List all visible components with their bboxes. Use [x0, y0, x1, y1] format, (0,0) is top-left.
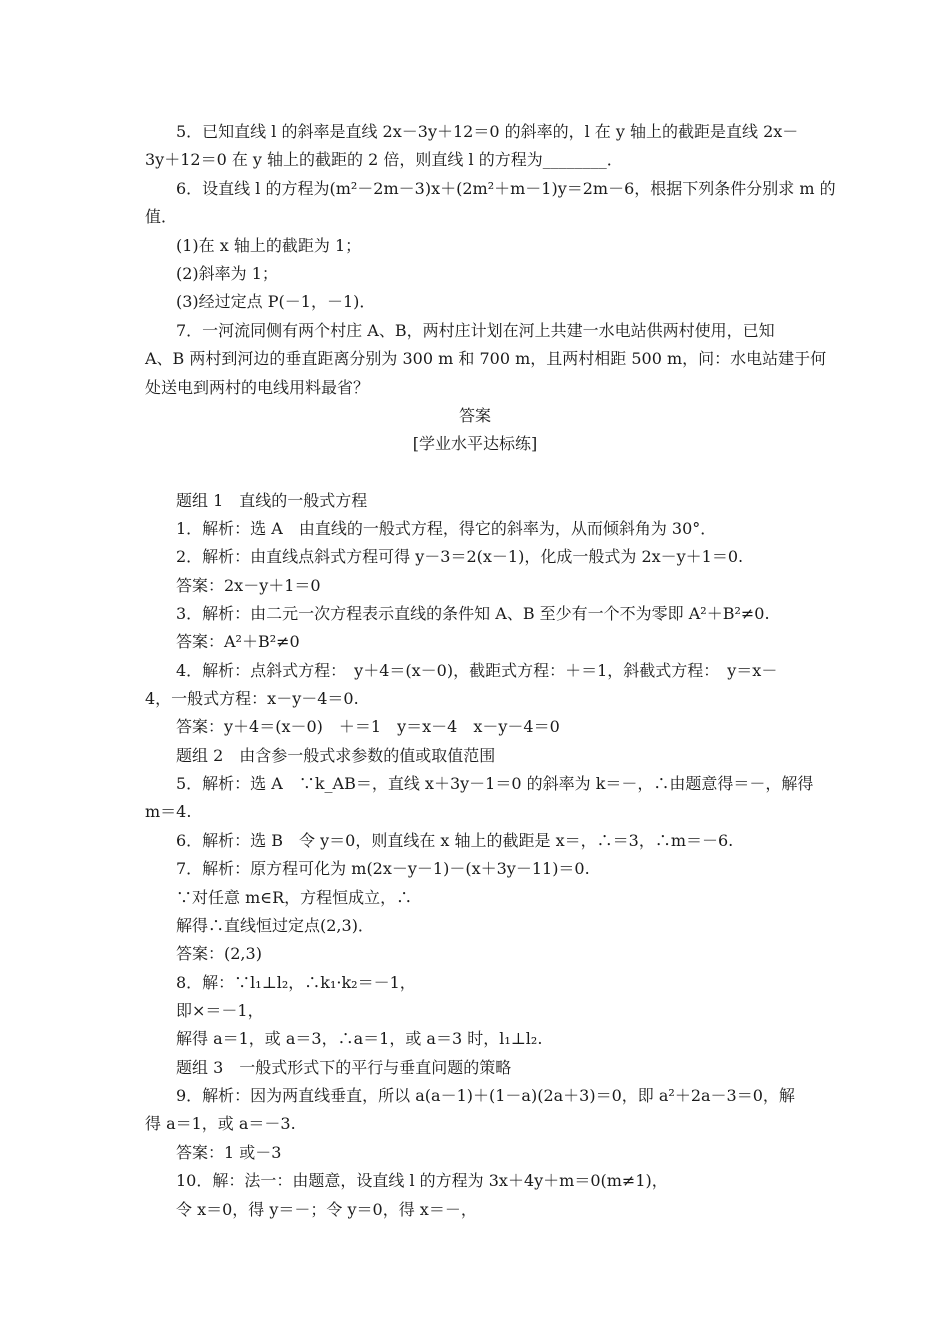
answer-10-line-2: 令 x＝0，得 y＝－；令 y＝0，得 x＝－，: [176, 1200, 477, 1219]
exercise-7-line-3: 处送电到两村的电线用料最省？: [145, 378, 370, 397]
answer-8-line-1: 8．解：∵l₁⊥l₂，∴k₁·k₂＝－1，: [176, 973, 416, 992]
answer-10-line-1: 10．解：法一：由题意，设直线 l 的方程为 3x＋4y＋m＝0(m≠1)，: [176, 1171, 668, 1190]
exercise-6-line-1: 6．设直线 l 的方程为(m²－2m－3)x＋(2m²＋m－1)y＝2m－6，根据下列条件分别求 m 的: [176, 179, 836, 198]
group-1-heading: 题组 1 直线的一般式方程: [176, 491, 368, 510]
exercise-5-line-2: 3y＋12＝0 在 y 轴上的截距的 2 倍，则直线 l 的方程为________．: [145, 150, 623, 169]
exercise-6-part-2: (2)斜率为 1；: [176, 264, 278, 283]
answer-9-result: 答案：1 或－3: [176, 1143, 282, 1162]
group-3-heading: 题组 3 一般式形式下的平行与垂直问题的策略: [176, 1058, 512, 1077]
answer-5-line-1: 5．解析：选 A ∵k_AB＝，直线 x＋3y－1＝0 的斜率为 k＝－，∴由题意得＝－，解得: [176, 774, 814, 793]
exercise-7-line-1: 7．一河流同侧有两个村庄 A、B，两村庄计划在河上共建一水电站供两村使用，已知: [176, 321, 775, 340]
exercise-6-part-1: (1)在 x 轴上的截距为 1；: [176, 236, 362, 255]
answer-7-result: 答案：(2,3): [176, 944, 262, 963]
answer-7-line-3: 解得∴直线恒过定点(2,3)．: [176, 916, 374, 935]
answer-subtitle: [学业水平达标练]: [412, 434, 538, 453]
answer-2-result: 答案：2x－y＋1＝0: [176, 576, 321, 595]
answer-3: 3．解析：由二元一次方程表示直线的条件知 A、B 至少有一个不为零即 A²＋B²≠0.: [176, 604, 770, 623]
answer-6: 6．解析：选 B 令 y＝0，则直线在 x 轴上的截距是 x＝，∴＝3，∴m＝－6.: [176, 831, 734, 850]
answer-4-line-1: 4．解析：点斜式方程： y＋4＝(x－0)，截距式方程：＋＝1，斜截式方程： y＝x－: [176, 661, 778, 680]
exercise-5-line-1: 5．已知直线 l 的斜率是直线 2x－3y＋12＝0 的斜率的，l 在 y 轴上的截距是直线 2x－: [176, 122, 799, 141]
answer-4-result: 答案：y＋4＝(x－0) ＋＝1 y＝x－4 x－y－4＝0: [176, 717, 560, 736]
answer-4-line-2: 4，一般式方程：x－y－4＝0.: [145, 689, 359, 708]
answer-8-line-2: 即×＝－1，: [176, 1001, 264, 1020]
exercise-7-line-2: A、B 两村到河边的垂直距离分别为 300 m 和 700 m，且两村相距 500 m，问：水电站建于何: [145, 349, 827, 368]
exercise-6-part-3: (3)经过定点 P(－1，－1)．: [176, 292, 376, 311]
answer-7-line-2: ∵对任意 m∈R，方程恒成立，∴: [176, 888, 413, 907]
answer-title: 答案: [458, 406, 491, 425]
group-2-heading: 题组 2 由含参一般式求参数的值或取值范围: [176, 746, 496, 765]
answer-9-line-1: 9．解析：因为两直线垂直，所以 a(a－1)＋(1－a)(2a＋3)＝0，即 a²＋2a－3＝0，解: [176, 1086, 795, 1105]
answer-8-line-3: 解得 a＝1，或 a＝3，∴a＝1，或 a＝3 时，l₁⊥l₂.: [176, 1029, 543, 1048]
answer-5-line-2: m＝4.: [145, 802, 192, 821]
answer-3-result: 答案：A²＋B²≠0: [176, 632, 300, 651]
answer-7-line-1: 7．解析：原方程可化为 m(2x－y－1)－(x＋3y－11)＝0.: [176, 859, 590, 878]
answer-1: 1．解析：选 A 由直线的一般式方程，得它的斜率为，从而倾斜角为 30°．: [176, 519, 717, 538]
exercise-6-line-2: 值．: [145, 207, 178, 226]
answer-2: 2．解析：由直线点斜式方程可得 y－3＝2(x－1)，化成一般式为 2x－y＋1＝0.: [176, 547, 744, 566]
answer-9-line-2: 得 a＝1，或 a＝－3.: [145, 1114, 296, 1133]
